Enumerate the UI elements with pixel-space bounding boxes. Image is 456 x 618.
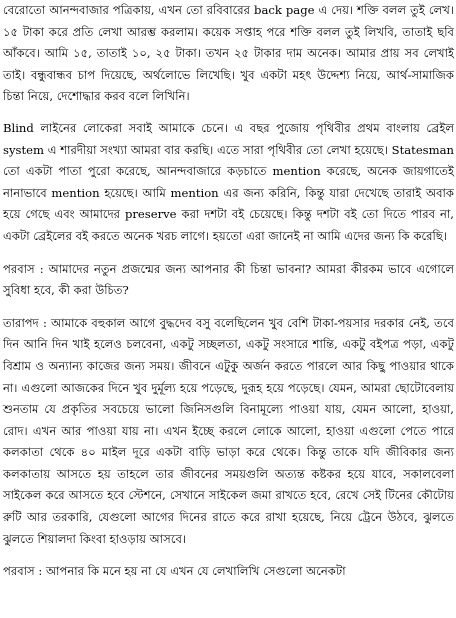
paragraph-2: Blind লাইনের লোকেরা সবাই আমাকে চেনে। এ বছর পুজোয় পৃথিবীর প্রথম বাংলায় ব্রেইল system এ শারদীয়া সংখ্যা আমরা বার করছি। এতে সারা পৃথিবীর তো লেখা হয়েছে। Statesman তো একটা পাতা পুরো করেছে, আনন্দবাজারে কড়চাতে mention করেছে, অনেক জায়গাতেই নানাভাবে mention হয়েছে। আমি mention এর জন্য করিনি, কিন্তু যারা দেখেছে তারাই অবাক হয়ে গেছে এবং আমাদের preserve করা দশটা বই চেয়েছে। কিন্তু দশটা বই তো দিতে পারব না, একটা ব্রেইলের বই করতে অনেক খরচ লাগে। হয়তো এরা জানেই না আমি এদের জন্য কি করেছি। <box>3 120 454 243</box>
paragraph-1: বেরোতো আনন্দবাজার পত্রিকায়, এখন তো রবিবারের back page এ দেয়। শক্তি বলল তুই লেখ। ১৫ টাকা করে প্রতি লেখা আরম্ভ করলাম। কয়েক সপ্তাহ পরে শক্তি বলল তুই লিখবি, তাতাই ছবি আঁকবে। আমি ১৫, তাতাই ১০, ২৫ টাকা। তখন ২৫ টাকার দাম অনেক। আমার প্রায় সব লেখাই তাই। বন্ধুবান্ধব চাপ দিয়েছে, অর্থলোভে লিখেছি। খুব একটা মহৎ উদ্দেশ্য নিয়ে, আর্থ-সামাজিক চিন্তা নিয়ে, দেশোদ্ধার করব বলে লিখিনি। <box>3 3 454 104</box>
question-paragraph-2: পরবাস : আপনার কি মনে হয় না যে এখন যে লেখালিখি সেগুলো অনেকটা <box>3 564 346 579</box>
answer-paragraph: তারাপদ : আমাকে বহুকাল আগে বুদ্ধদেব বসু বলেছিলেন খুব বেশি টাকা-পয়সার দরকার নেই, তবে দিন আনি দিন খাই হলেও চলবেনা, একটু সচ্ছলতা, একটু সংসারে শান্তি, একটু বইপত্র পড়া, একটু বিশ্রাম ও অন্যান্য কাজের জন্য সময়। জীবনে এটুকু অর্জন করতে পারলে আর কিছু পাওয়ার থাকে না। এগুলো আজকের দিনে খুব দুর্মূল্য হয়ে পড়েছে, দুরূহ হয়ে পড়েছে। যেমন, আমরা ছোটোবেলায় শুনতাম যে প্রকৃতির সবচেয়ে ভালো জিনিসগুলি বিনামূল্যে পাওয়া যায়, যেমন আলো, হাওয়া, রোদ। এখন আর পাওয়া যায় না। এখন ইচ্ছে করলে লোকে আলো, হাওয়া এগুলো পেতে পারে কলকাতা থেকে ৪০ মাইল দূরে একটা বাড়ি ভাড়া করে থেকে। কিন্তু তাকে যদি জীবিকার জন্য কলকাতায় আসতে হয় তাহলে তার জীবনের সময়গুলি অত্যন্ত কষ্টকর হয়ে যাবে, সকালবেলা সাইকেল করে আসতে হবে স্টেশনে, সেখানে সাইকেল জমা রাখতে হবে, রেখে সেই টিনের কৌটোয় রুটি আর তরকারি, যেগুলো আগের দিনের রাতে করে রাখা হয়েছে, নিয়ে ট্রেনে উঠবে, ঝুলতে ঝুলতে শিয়ালদা কিংবা হাওড়ায় আসবে। <box>3 315 454 546</box>
question-paragraph: পরবাস : আমাদের নতুন প্রজন্মের জন্য আপনার কী চিন্তা ভাবনা? আমরা কীরকম ভাবে এগোলে সুবিধা হবে, কী করা উচিত? <box>3 261 454 298</box>
